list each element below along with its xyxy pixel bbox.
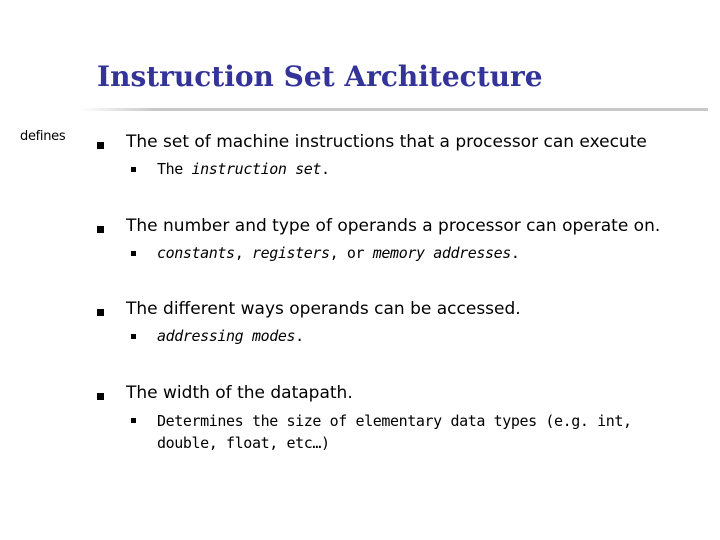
side-label: defines bbox=[20, 129, 66, 144]
bullet-text-1: The set of machine instructions that a processor can execute bbox=[126, 132, 647, 152]
sub-text-separator: , or bbox=[329, 244, 373, 262]
bullet-icon bbox=[97, 142, 104, 149]
sub-text-emphasis: registers bbox=[251, 244, 330, 262]
bullet-text-2: The number and type of operands a processor can operate on. bbox=[126, 216, 661, 236]
sub-bullet-text-3 bbox=[157, 327, 304, 345]
sub-text-emphasis: constants bbox=[157, 244, 235, 262]
sub-text-emphasis: instruction set bbox=[191, 160, 321, 178]
title-underline bbox=[80, 108, 708, 111]
sub-text-suffix: . bbox=[321, 160, 330, 178]
sub-text-emphasis: memory addresses bbox=[372, 244, 511, 262]
sub-text-separator: , bbox=[234, 244, 252, 262]
sub-bullet-icon bbox=[131, 167, 136, 172]
sub-bullet-icon bbox=[131, 251, 136, 256]
bullet-icon bbox=[97, 309, 104, 316]
sub-text-suffix: . bbox=[510, 244, 520, 262]
sub-text-suffix: . bbox=[295, 327, 304, 345]
sub-bullet-text-1 bbox=[157, 160, 330, 178]
bullet-icon bbox=[97, 393, 104, 400]
bullet-text-3: The different ways operands can be accessed. bbox=[126, 299, 521, 319]
sub-bullet-icon bbox=[131, 334, 136, 339]
sub-bullet-text-4: Determines the size of elementary data types (e.g. int, double, float, etc…) bbox=[157, 412, 632, 452]
sub-text-emphasis: addressing modes bbox=[157, 327, 296, 345]
bullet-icon bbox=[97, 226, 104, 233]
slide-title: Instruction Set Architecture bbox=[97, 60, 543, 93]
sub-bullet-text-2 bbox=[157, 244, 520, 262]
sub-bullet-icon bbox=[131, 418, 136, 423]
bullet-text-4: The width of the datapath. bbox=[126, 383, 353, 403]
sub-text-prefix: The bbox=[157, 160, 192, 178]
